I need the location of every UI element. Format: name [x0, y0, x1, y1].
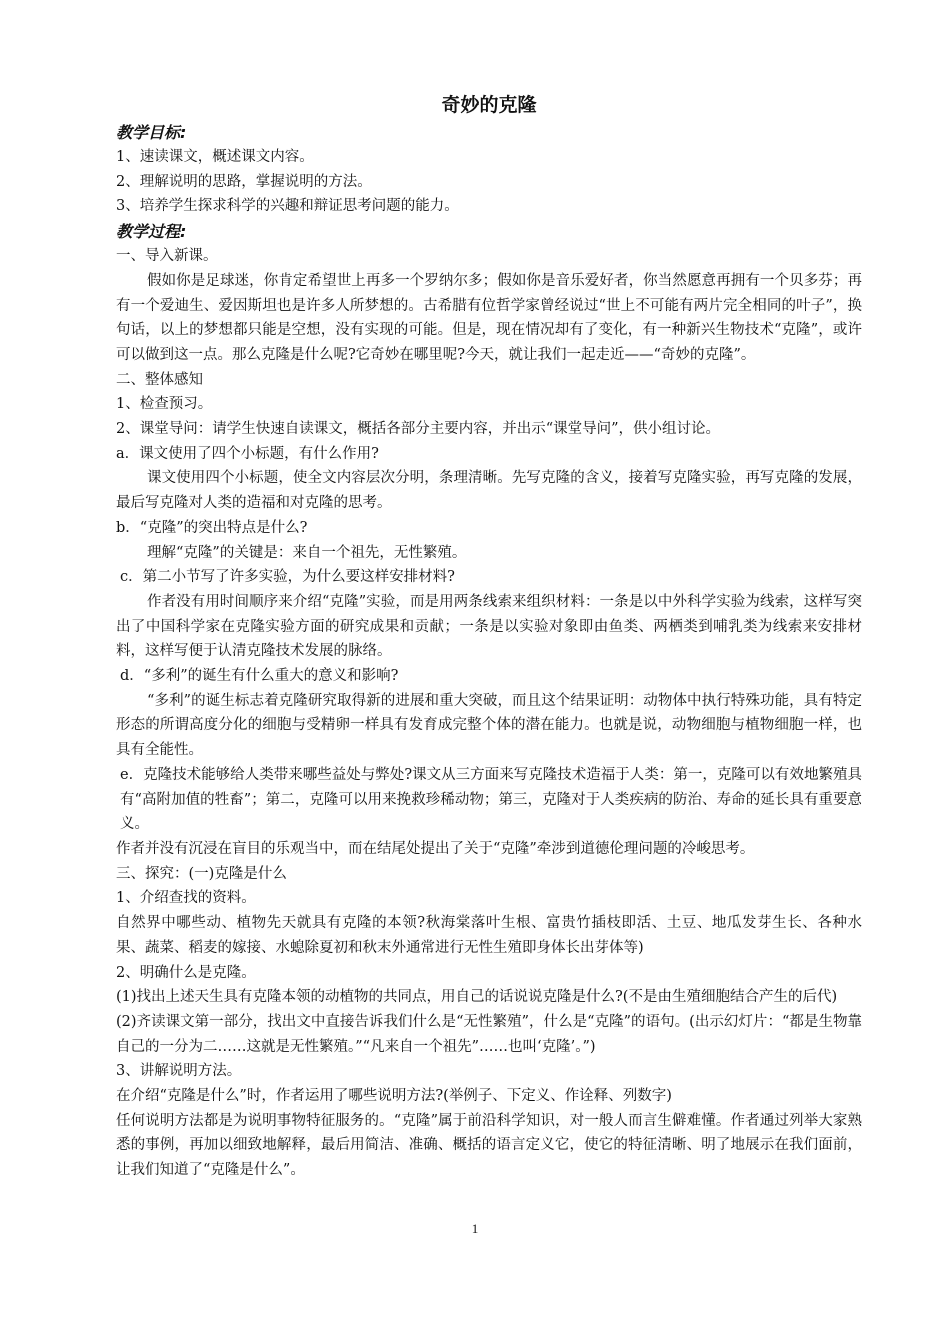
section-2-item-2: 2、课堂导问：请学生快速自读课文，概括各部分主要内容，并出示“课堂导问”，供小组讨论。: [116, 421, 721, 438]
section-3-item-2-part-2: (2)齐读课文第一部分，找出文中直接告诉我们什么是“无性繁殖”，什么是“克隆”的语句。(出示幻灯片：“都是生物靠自己的一分为二……这就是无性繁殖。”“凡来自一个祖先”……也叫‘克隆’。”): [116, 1013, 862, 1055]
section-3-item-1-text: 自然界中哪些动、植物先天就具有克隆的本领?秋海棠落叶生根、富贵竹插枝即活、土豆、地瓜发芽生长、各种水果、蔬菜、稻麦的嫁接、水螅除夏初和秋末外通常进行无性生殖即身体长出芽体等): [116, 915, 862, 956]
document-page: [116, 92, 862, 1183]
goal-item-2: 2、理解说明的思路，掌握说明的方法。: [116, 173, 372, 190]
section-3-item-1: 1、介绍查找的资料。: [116, 890, 256, 907]
section-3-item-2: 2、明确什么是克隆。: [116, 964, 256, 981]
goals-heading: 教学目标:: [116, 123, 187, 142]
process-heading: 教学过程:: [116, 222, 187, 242]
question-b: b．“克隆”的突出特点是什么?: [116, 519, 308, 536]
question-e-conclusion: 作者并没有沉浸在盲目的乐观当中，而在结尾处提出了关于“克隆”牵涉到道德伦理问题的冷峻思考。: [116, 840, 755, 857]
page-number: 1: [471, 1221, 479, 1236]
goal-item-1: 1、速读课文，概述课文内容。: [116, 149, 314, 165]
section-1-heading: 一、导入新课。: [116, 248, 218, 265]
section-2-heading: 二、整体感知: [116, 371, 203, 388]
question-c: c．第二小节写了许多实验，为什么要这样安排材料?: [120, 569, 455, 586]
section-3-item-3-answer: 任何说明方法都是为说明事物特征服务的。“克隆”属于前沿科学知识，对一般人而言生僻难懂。作者通过列举大家熟悉的事例，再加以细致地解释，最后用简洁、准确、概括的语言定义它，使它的特征清晰、明了地展示在我们面前，让我们知道了“克隆是什么”。: [116, 1112, 862, 1179]
document-title: 奇妙的克隆: [441, 94, 537, 116]
question-e-paragraph: e．克隆技术能够给人类带来哪些益处与弊处?课文从三方面来写克隆技术造福于人类：第一，克隆可以有效地繁殖具有“高附加值的牲畜”；第二，克隆可以用来挽救珍稀动物；第三，克隆对于人类疾病的防治、寿命的延长具有重要意义。: [120, 766, 862, 833]
section-2-item-1: 1、检查预习。: [116, 396, 213, 413]
section-3-item-3: 3、讲解说明方法。: [116, 1063, 242, 1080]
section-3-item-2-part-1: (1)找出上述天生具有克隆本领的动植物的共同点，用自己的话说说克隆是什么?(不是由生殖细胞结合产生的后代): [116, 989, 838, 1006]
answer-a: 课文使用四个小标题，使全文内容层次分明，条理清晰。先写克隆的含义，接着写克隆实验，再写克隆的发展，最后写克隆对人类的造福和对克隆的思考。: [116, 470, 862, 512]
answer-d: “多利”的诞生标志着克隆研究取得新的进展和重大突破，而且这个结果证明：动物体中执行特殊功能，具有特定形态的所谓高度分化的细胞与受精卵一样具有发育成完整个体的潜在能力。也就是说，动物细胞与植物细胞一样，也具有全能性。: [116, 692, 862, 759]
goal-item-3: 3、培养学生探求科学的兴趣和辩证思考问题的能力。: [116, 198, 459, 215]
question-a: a．课文使用了四个小标题，有什么作用?: [116, 445, 379, 462]
section-3-item-3-question: 在介绍“克隆是什么”时，作者运用了哪些说明方法?(举例子、下定义、作诠释、列数字): [116, 1088, 672, 1105]
answer-c: 作者没有用时间顺序来介绍“克隆”实验，而是用两条线索来组织材料：一条是以中外科学实验为线索，这样写突出了中国科学家在克隆实验方面的研究成果和贡献；一条是以实验对象即由鱼类、两栖类到哺乳类为线索来安排材料，这样写便于认清克隆技术发展的脉络。: [116, 593, 862, 660]
question-d: d．“多利”的诞生有什么重大的意义和影响?: [120, 668, 399, 685]
section-1-intro: 假如你是足球迷，你肯定希望世上再多一个罗纳尔多；假如你是音乐爱好者，你当然愿意再拥有一个贝多芬；再有一个爱迪生、爱因斯坦也是许多人所梦想的。古希腊有位哲学家曾经说过“世上不可能有两片完全相同的叶子”，换句话，以上的梦想都只能是空想，没有实现的可能。但是，现在情况却有了变化，有一种新兴生物技术“克隆”，或许可以做到这一点。那么克隆是什么呢?它奇妙在哪里呢?今天，就让我们一起走近——“奇妙的克隆”。: [116, 272, 862, 363]
answer-b: 理解“克隆”的关键是：来自一个祖先，无性繁殖。: [147, 544, 467, 561]
section-3-heading: 三、探究：(一)克隆是什么: [116, 865, 287, 882]
